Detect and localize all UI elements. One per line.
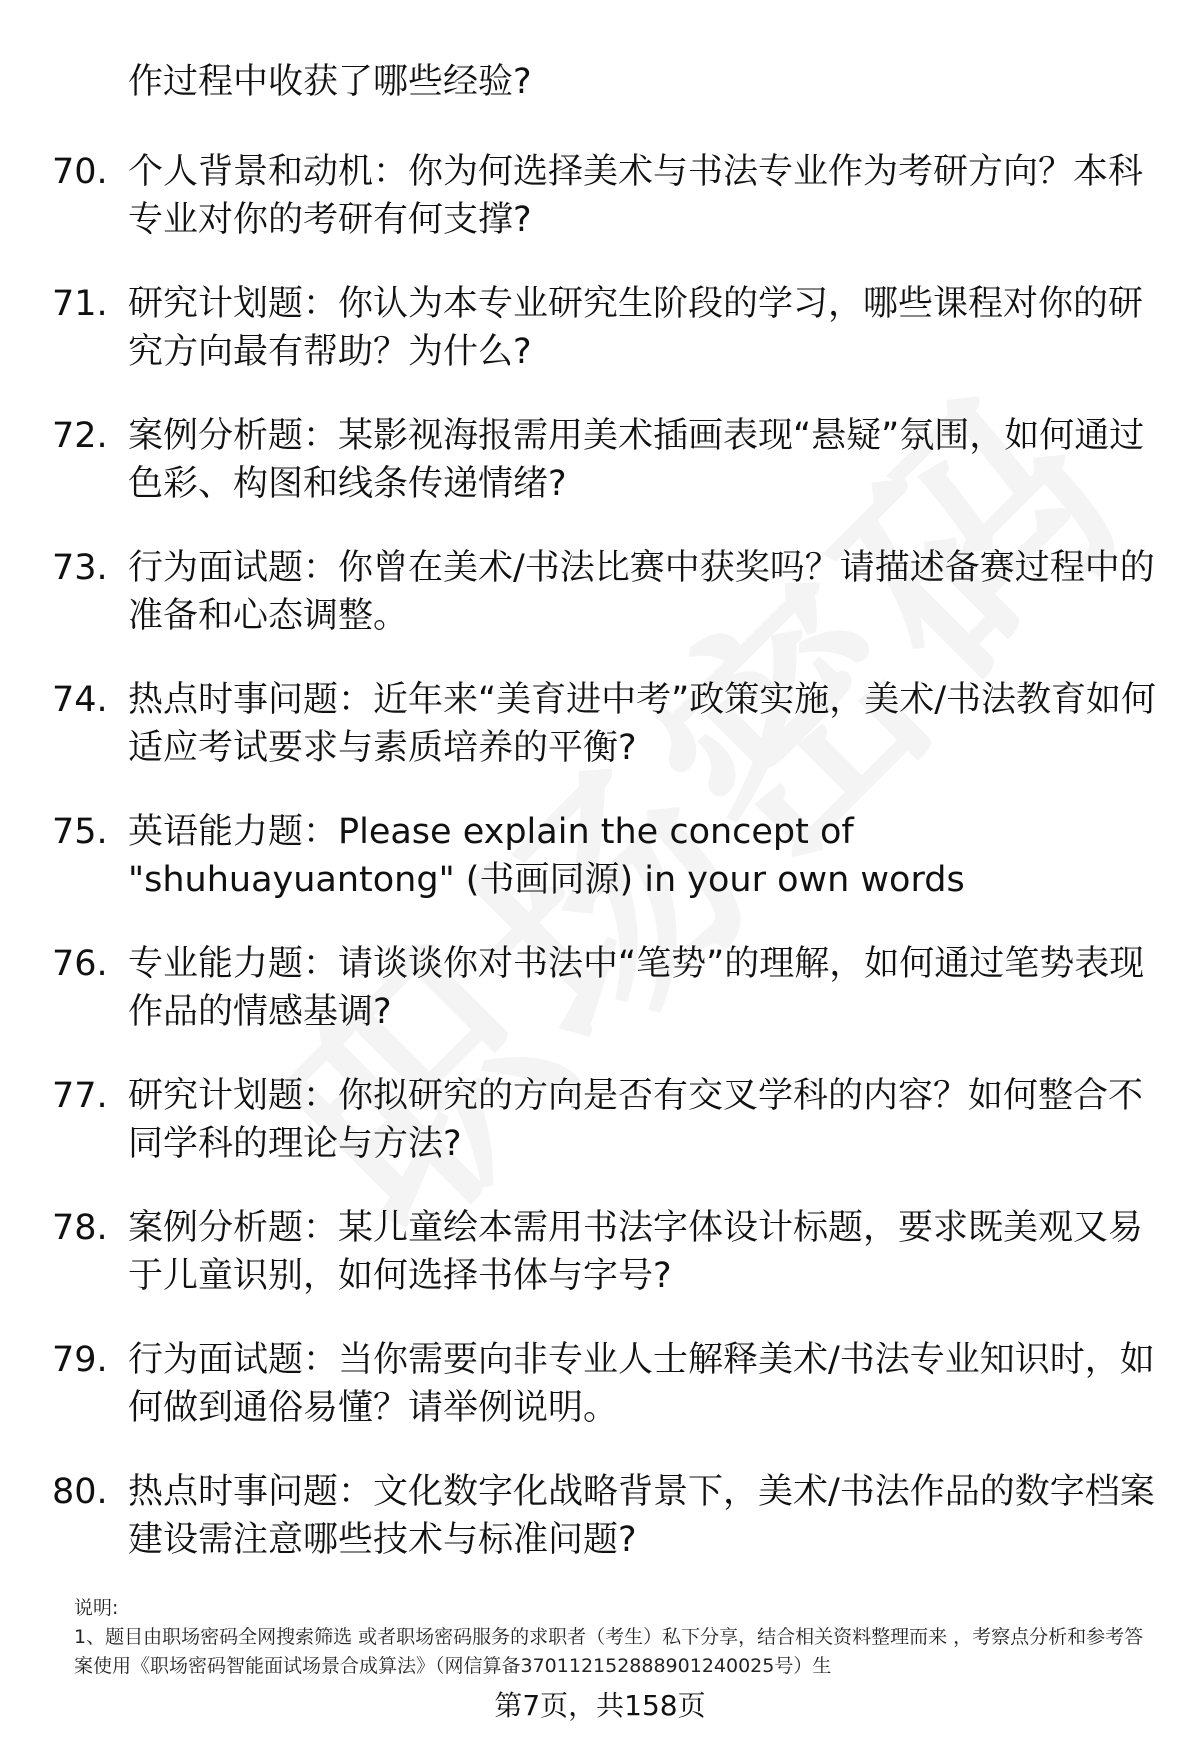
continuation-text: 作过程中收获了哪些经验? (128, 62, 532, 102)
question-text: 专业能力题：请谈谈你对书法中“笔势”的理解，如何通过笔势表现作品的情感基调? (128, 944, 1145, 1032)
question-number: 75. (52, 812, 108, 852)
question-number: 80. (52, 1472, 108, 1512)
question-text: 案例分析题：某影视海报需用美术插画表现“悬疑”氛围，如何通过色彩、构图和线条传递情绪? (128, 416, 1145, 504)
question-number: 78. (52, 1208, 108, 1248)
question-number: 76. (52, 944, 108, 984)
question-item-77 (0, 1072, 1168, 1168)
question-text: 行为面试题：你曾在美术/书法比赛中获奖吗？请描述备赛过程中的准备和心态调整。 (128, 548, 1155, 636)
question-item-70 (0, 148, 1168, 244)
question-number: 77. (52, 1076, 108, 1116)
question-item-78 (0, 1204, 1168, 1300)
question-number: 74. (52, 680, 108, 720)
notes-heading: 说明: (74, 1597, 119, 1619)
question-text: 案例分析题：某儿童绘本需用书法字体设计标题，要求既美观又易于儿童识别，如何选择书体与字号? (128, 1208, 1144, 1296)
question-number: 79. (52, 1340, 108, 1380)
question-text: 英语能力题：Please explain the concept of "shuhuayuantong" (书画同源) in your own words (128, 812, 965, 900)
question-item-76 (0, 940, 1168, 1036)
question-item-80 (0, 1468, 1168, 1564)
question-item-75 (0, 808, 1168, 904)
question-number: 71. (52, 284, 108, 324)
page-footer: 第7页，共158页 (494, 1689, 706, 1722)
question-item-71 (0, 280, 1168, 376)
question-number: 73. (52, 548, 108, 588)
question-item-73 (0, 544, 1168, 640)
question-item-72 (0, 412, 1168, 508)
question-text: 热点时事问题：近年来“美育进中考”政策实施，美术/书法教育如何适应考试要求与素质培养的平衡? (128, 680, 1157, 768)
question-item-79 (0, 1336, 1168, 1432)
notes-line: 1、题目由职场密码全网搜索筛选 或者职场密码服务的求职者（考生）私下分享，结合相关资料整理而来 ，考察点分析和参考答案使用《职场密码智能面试场景合成算法》（网信算备370112152888901240025号）生 (74, 1626, 1144, 1677)
notes-section (74, 1594, 1154, 1681)
question-text: 研究计划题：你认为本专业研究生阶段的学习，哪些课程对你的研究方向最有帮助？为什么? (128, 284, 1144, 372)
question-text: 行为面试题：当你需要向非专业人士解释美术/书法专业知识时，如何做到通俗易懂？请举例说明。 (128, 1340, 1155, 1428)
question-list (0, 148, 1200, 1600)
question-text: 研究计划题：你拟研究的方向是否有交叉学科的内容？如何整合不同学科的理论与方法? (128, 1076, 1144, 1164)
question-number: 72. (52, 416, 108, 456)
question-item-74 (0, 676, 1168, 772)
question-text: 个人背景和动机：你为何选择美术与书法专业作为考研方向？本科专业对你的考研有何支撑? (128, 152, 1144, 240)
question-number: 70. (52, 152, 108, 192)
question-text: 热点时事问题：文化数字化战略背景下，美术/书法作品的数字档案建设需注意哪些技术与标准问题? (128, 1472, 1155, 1560)
